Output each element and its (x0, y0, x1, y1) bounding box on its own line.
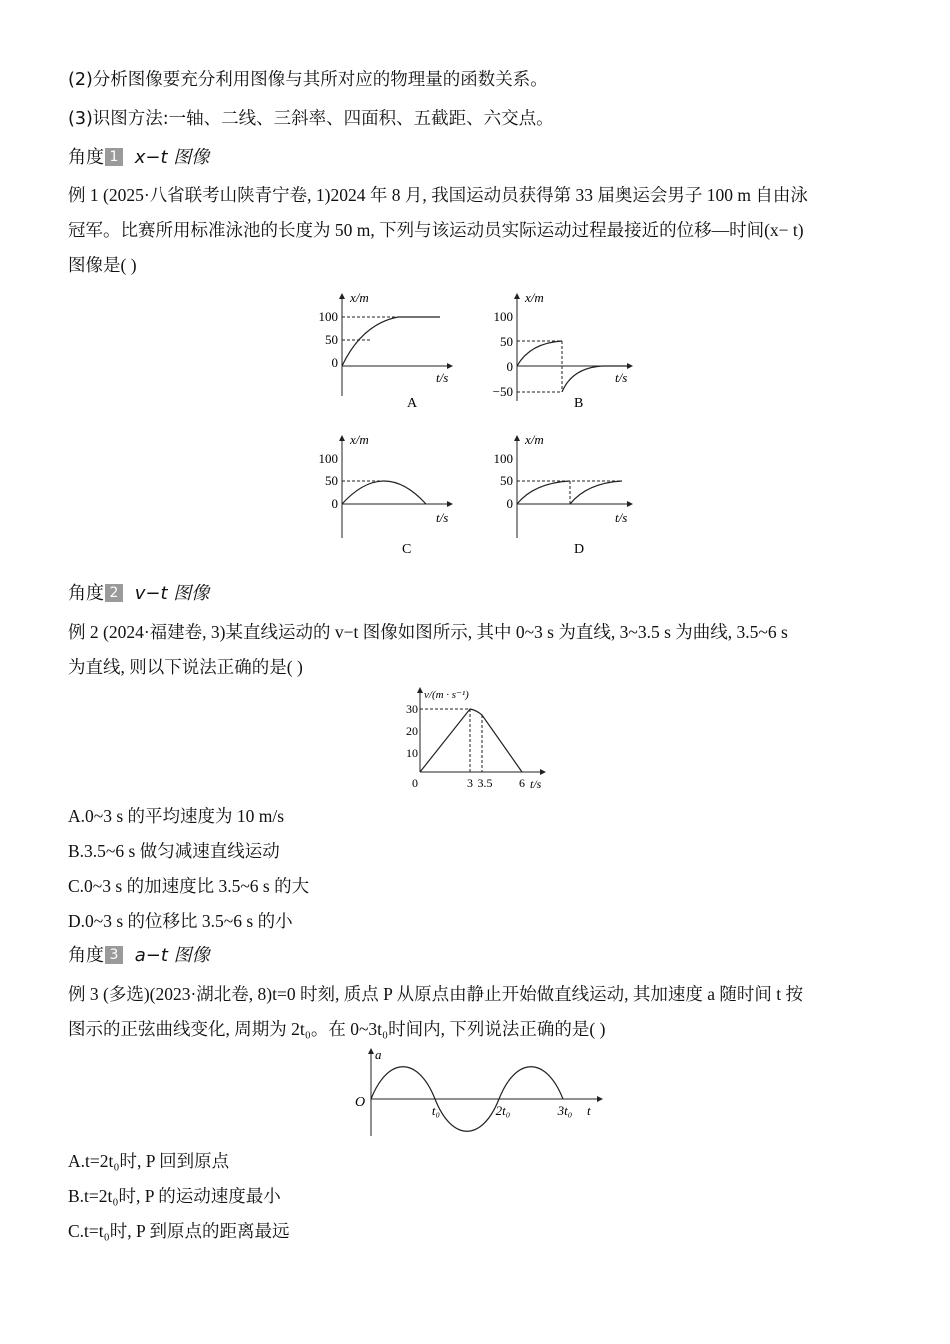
tick-label: 3 (467, 776, 473, 790)
tick-label: 2t₀ (495, 1103, 511, 1118)
tick-label: 50 (500, 334, 513, 349)
angle-title: v−t 图像 (134, 583, 210, 604)
tick-label: 0 (331, 355, 338, 370)
example-2-option-b: B.3.5~6 s 做匀减速直线运动 (68, 841, 280, 861)
example-2-option-a: A.0~3 s 的平均速度为 10 m/s (68, 806, 285, 826)
tick-label: 10 (406, 746, 418, 760)
tick-label: t₀ (431, 1103, 441, 1118)
tick-label: 20 (406, 724, 418, 738)
x-axis-label: t/s (530, 777, 542, 791)
y-axis-label: a (375, 1047, 382, 1062)
tick-label: 50 (325, 473, 338, 488)
intro-line-2: (2)分析图像要充分利用图像与其所对应的物理量的函数关系。 (68, 70, 548, 90)
tick-label: 0 (412, 776, 418, 790)
example-3-option-a: A.t=2t₀时, P 回到原点 (68, 1151, 230, 1171)
graph-a-t (350, 1046, 610, 1140)
curve (342, 317, 440, 366)
tick-label: 3t₀ (557, 1103, 573, 1118)
tick-label: 0 (331, 496, 338, 511)
graph-b (472, 286, 642, 414)
y-axis-label: x/m (525, 290, 544, 305)
x-axis-label: t/s (615, 510, 628, 525)
angle-label: 角度 (68, 147, 104, 168)
tick-label: 100 (493, 451, 513, 466)
graph-v-t (400, 684, 560, 796)
intro-line-3: (3)识图方法:一轴、二线、三斜率、四面积、五截距、六交点。 (68, 109, 554, 129)
origin-label: O (355, 1095, 366, 1110)
tick-label: 0 (506, 359, 513, 374)
example-2-line-1: 例 2 (2024·福建卷, 3)某直线运动的 v−t 图像如图所示, 其中 0~3 s 为直线, 3~3.5 s 为曲线, 3.5~6 s (68, 622, 788, 642)
x-axis-label: t/s (436, 370, 449, 385)
x-axis-label: t (587, 1103, 591, 1118)
example-1-line-3: 图像是( ) (68, 255, 137, 275)
tick-label: 100 (318, 451, 338, 466)
tick-label: −50 (492, 384, 513, 399)
example-2-line-2: 为直线, 则以下说法正确的是( ) (68, 657, 303, 677)
example-1-line-2: 冠军。比赛所用标准泳池的长度为 50 m, 下列与该运动员实际运动过程最接近的位移—时间(x− t) (68, 220, 804, 240)
option-letter: C (402, 542, 412, 557)
tick-label: 0 (506, 496, 513, 511)
y-axis-label: v/(m · s⁻¹) (424, 689, 469, 701)
angle-title: x−t 图像 (134, 147, 210, 168)
angle-number-badge: 1 (105, 148, 123, 166)
y-axis-label: x/m (525, 432, 544, 447)
angle-number-badge: 2 (105, 584, 123, 602)
graph-c (300, 428, 460, 560)
option-letter: B (574, 396, 584, 411)
tick-label: 30 (406, 702, 418, 716)
angle-label: 角度 (68, 583, 104, 604)
tick-label: 50 (325, 332, 338, 347)
option-letter: D (574, 542, 585, 557)
tick-label: 3.5 (477, 776, 493, 790)
graph-d (472, 428, 642, 560)
angle-1-heading (68, 146, 209, 170)
tick-label: 6 (519, 776, 525, 790)
angle-title: a−t 图像 (134, 945, 210, 966)
example-3-line-1: 例 3 (多选)(2023·湖北卷, 8)t=0 时刻, 质点 P 从原点由静止开始做直线运动, 其加速度 a 随时间 t 按 (68, 984, 803, 1004)
angle-3-heading (68, 944, 210, 968)
tick-label: 100 (493, 309, 513, 324)
example-3-option-c: C.t=t₀时, P 到原点的距离最远 (68, 1221, 290, 1241)
v-t-line (420, 709, 522, 772)
option-letter: A (407, 396, 418, 411)
example-2-option-c: C.0~3 s 的加速度比 3.5~6 s 的大 (68, 876, 310, 896)
x-axis-label: t/s (436, 510, 449, 525)
y-axis-label: x/m (350, 290, 369, 305)
example-1-line-1: 例 1 (2025·八省联考山陕青宁卷, 1)2024 年 8 月, 我国运动员获得第 33 届奥运会男子 100 m 自由泳 (68, 185, 808, 205)
angle-2-heading (68, 582, 209, 606)
angle-label: 角度 (68, 945, 104, 966)
x-axis-label: t/s (615, 370, 628, 385)
tick-label: 50 (500, 473, 513, 488)
graph-a (300, 286, 460, 414)
example-2-option-d: D.0~3 s 的位移比 3.5~6 s 的小 (68, 911, 293, 931)
y-axis-label: x/m (350, 432, 369, 447)
tick-label: 100 (318, 309, 338, 324)
angle-number-badge: 3 (105, 946, 123, 964)
example-3-line-2: 图示的正弦曲线变化, 周期为 2t₀。在 0~3t₀时间内, 下列说法正确的是( ) (68, 1019, 606, 1039)
example-3-option-b: B.t=2t₀时, P 的运动速度最小 (68, 1186, 281, 1206)
